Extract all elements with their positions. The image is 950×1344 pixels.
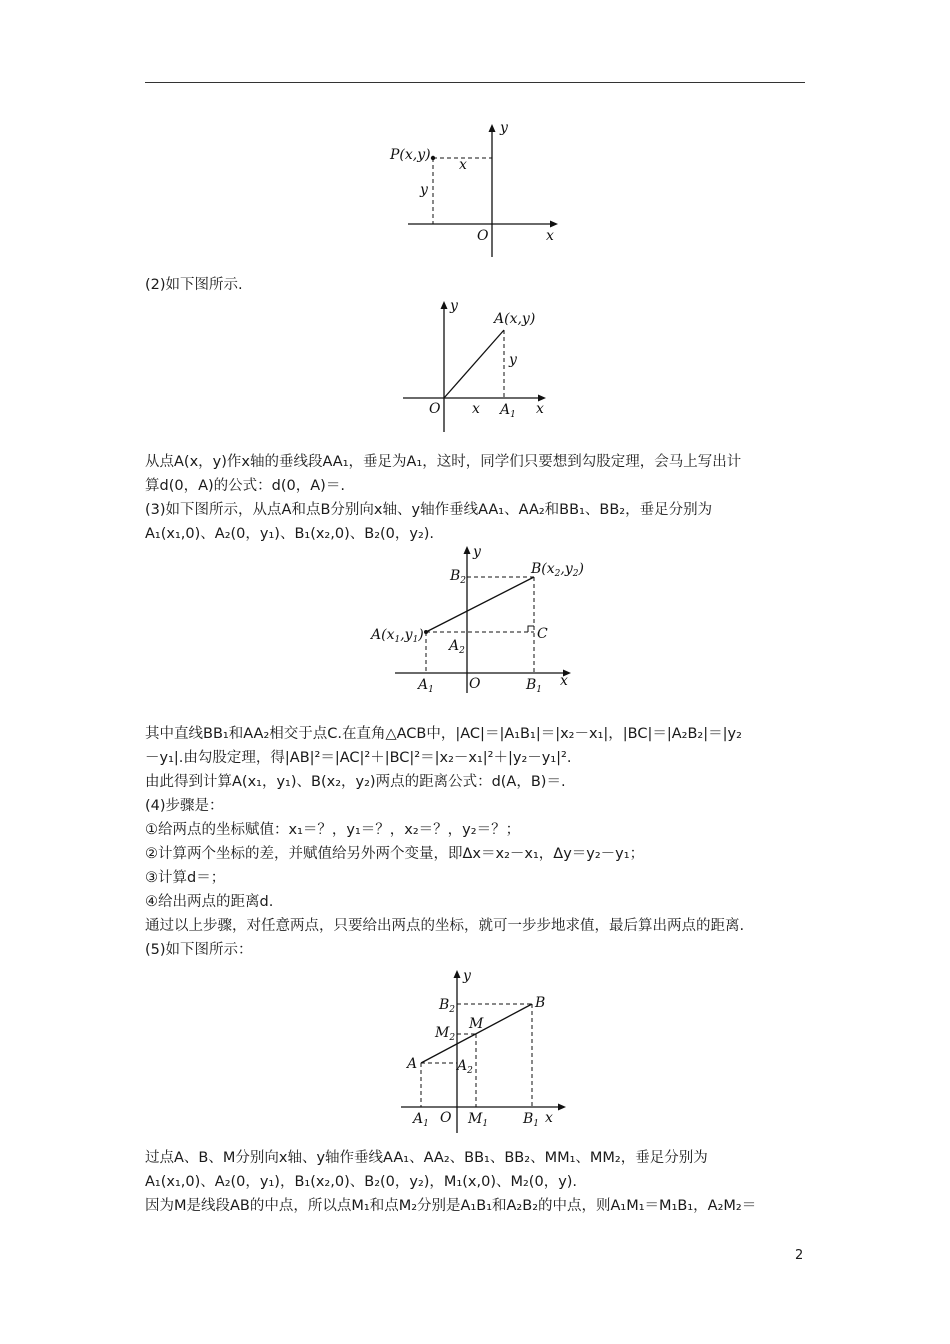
point-b-label: $B(x_2,y_2)$ [531, 561, 584, 579]
m1-label: $M_1$ [468, 1111, 489, 1129]
paragraph-line-9: ①给两点的坐标赋值：x₁＝？，y₁＝？，x₂＝？，y₂＝？； [145, 822, 521, 838]
paragraph-line-6: －y₁|.由勾股定理，得|AB|²＝|AC|²＋|BC|²＝|x₂－x₁|²＋|y₂－y₁|². [145, 750, 572, 766]
paragraph-line-13: 通过以上步骤，对任意两点，只要给出两点的坐标，就可一步步地求值，最后算出两点的距离. [145, 918, 745, 934]
point-a-label: $A(x_1,y_1)$ [371, 627, 424, 645]
paragraph-line-15: 过点A、B、M分别向x轴、y轴作垂线AA₁、AA₂、BB₁、BB₂、MM₁、MM₂，垂足分别为 [145, 1150, 708, 1166]
a1-label: $A_1$ [418, 677, 434, 695]
paragraph-line-8: (4)步骤是： [145, 798, 224, 814]
a1-label: $A_1$ [413, 1111, 429, 1129]
origin-label: O [477, 228, 489, 244]
paragraph-line-11: ③计算d＝； [145, 870, 226, 886]
x-axis-label: x [560, 673, 568, 689]
y-axis-label: y [450, 298, 458, 314]
point-a-label: A [407, 1056, 418, 1072]
b1-label: $B_1$ [523, 1111, 540, 1129]
origin-label: O [469, 676, 481, 692]
origin-label: O [429, 401, 441, 417]
paragraph-line-1: 从点A(x，y)作x轴的垂线段AA₁，垂足为A₁，这时，同学们只要想到勾股定理，会马上写出计 [145, 454, 742, 470]
a2-label: $A_2$ [457, 1058, 473, 1076]
paragraph-line-7: 由此得到计算A(x₁，y₁)、B(x₂，y₂)两点的距离公式：d(A，B)＝. [145, 774, 566, 790]
page-number: 2 [795, 1248, 804, 1263]
point-a-label: A(x,y) [494, 311, 536, 327]
paragraph-line-10: ②计算两个坐标的差，并赋值给另外两个变量，即Δx＝x₂－x₁，Δy＝y₂－y₁； [145, 846, 645, 862]
figure-4-midpoint [395, 965, 580, 1137]
x-axis-label: x [546, 228, 554, 244]
paragraph-line-16: A₁(x₁,0)、A₂(0，y₁)，B₁(x₂,0)、B₂(0，y₂)，M₁(x,0)、M₂(0，y). [145, 1174, 578, 1190]
y-axis-label: y [463, 968, 471, 984]
b2-label: $B_2$ [450, 568, 467, 586]
y-label: y [509, 352, 517, 368]
paragraph-line-3: (3)如下图所示，从点A和点B分别向x轴、y轴作垂线AA₁、AA₂和BB₁、BB₂，垂足分别为 [145, 502, 713, 518]
b1-label: $B_1$ [526, 677, 543, 695]
x-label: x [459, 157, 467, 173]
b2-label: $B_2$ [439, 997, 456, 1015]
c-label: C [537, 626, 548, 642]
y-label: y [420, 182, 428, 198]
paragraph-line-2: 算d(0，A)的公式：d(0，A)＝. [145, 478, 345, 494]
a2-label: $A_2$ [449, 638, 465, 656]
figure-3-two-point-distance [365, 543, 590, 703]
x-axis-label: x [545, 1110, 553, 1126]
point-p-label: P(x,y) [390, 147, 431, 163]
x-label: x [472, 401, 480, 417]
step-2-heading: (2)如下图所示. [145, 277, 243, 293]
paragraph-line-4: A₁(x₁,0)、A₂(0，y₁)、B₁(x₂,0)、B₂(0，y₂). [145, 526, 435, 542]
header-rule [145, 82, 805, 83]
paragraph-line-12: ④给出两点的距离d. [145, 894, 274, 910]
paragraph-line-5: 其中直线BB₁和AA₂相交于点C.在直角△ACB中，|AC|＝|A₁B₁|＝|x₂－x₁|，|BC|＝|A₂B₂|＝|y₂ [145, 726, 742, 742]
x-axis-label: x [536, 401, 544, 417]
m2-label: $M_2$ [435, 1025, 456, 1043]
figure-2-distance-origin [398, 292, 568, 437]
point-m-label: M [469, 1016, 484, 1032]
paragraph-line-17: 因为M是线段AB的中点，所以点M₁和点M₂分别是A₁B₁和A₂B₂的中点，则A₁M₁＝M₁B₁，A₂M₂＝ [145, 1198, 757, 1214]
a1-label: $A_1$ [500, 402, 516, 420]
paragraph-line-14: (5)如下图所示： [145, 942, 253, 958]
figure-1-coordinate-diagram [380, 112, 570, 262]
origin-label: O [440, 1110, 452, 1126]
y-axis-label: y [500, 120, 508, 136]
point-b-label: B [535, 995, 546, 1011]
y-axis-label: y [473, 544, 481, 560]
